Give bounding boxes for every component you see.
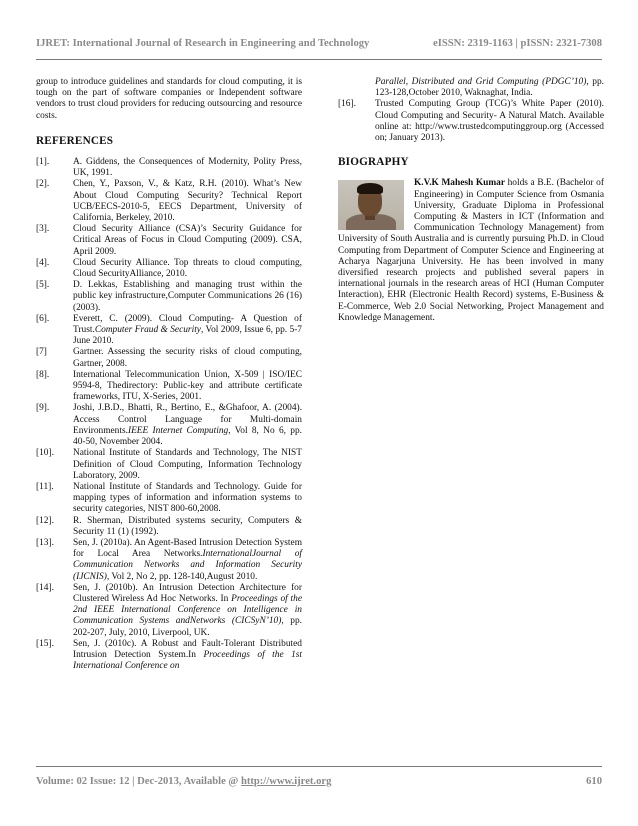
reference-text: National Institute of Standards and Technology, The NIST Definition of Cloud Computing, Information Technology Laboratory, 2009.	[73, 448, 302, 481]
page-number: 610	[586, 776, 602, 787]
reference-number: [5].	[36, 280, 50, 291]
reference-text: R. Sherman, Distributed systems security, Computers & Security 11 (1) (1992).	[73, 515, 302, 537]
biography-body: holds a B.E. (Bachelor of Engineering) in Computer Science from Osmania University, Graduate Diploma in Professional Computing & Masters in ICT (Information and Communication Technology Management) from University of South Australia and is currently pursuing Ph.D. in Cloud Computing from Department of Computer Science and Engineering at Acharya Nagarjuna University. He has been involved in many diversified research projects and published several papers in international journals in the research areas of HCI (Human Computer Interaction), EHR (Electronic Health Record) systems, E-Business & E-Commerce, Web 2.0 Social Networking, Project Management and Knowledge Management.	[338, 178, 604, 323]
reference-text: Chen, Y., Paxson, V., & Katz, R.H. (2010). What’s New About Cloud Computing Security? Technical Report UCB/EECS-2010-5, EECS Department, University of California, Berkeley, 2010.	[73, 179, 302, 224]
reference-number: [13].	[36, 537, 54, 548]
reference-continued-tail: , pp. 123-128,October 2010, Waknaghat, India.	[375, 77, 605, 99]
references-heading: REFERENCES	[36, 134, 114, 147]
reference-number: [11].	[36, 481, 54, 492]
reference-item	[36, 280, 302, 314]
reference-list	[36, 157, 302, 672]
reference-number: [2].	[36, 179, 50, 190]
reference-number: [4].	[36, 257, 50, 268]
reference-text: Sen, J. (2010c). A Robust and Fault-Tolerant Distributed Intrusion Detection System.In Proceedings of the 1st International Conference on	[73, 638, 303, 672]
reference-number: [15].	[36, 638, 54, 649]
issn-label: eISSN: 2319-1163 | pISSN: 2321-7308	[433, 38, 602, 49]
intro-paragraph: group to introduce guidelines and standards for cloud computing, it is tough on the part of software companies or Independent software vendors to trust cloud providers for reducing outsourcing and resource costs.	[36, 77, 302, 121]
reference-number: [10].	[36, 448, 54, 459]
reference-number: [8].	[36, 369, 50, 380]
biography-section	[338, 178, 604, 324]
reference-text: Joshi, J.B.D., Bhatti, R., Bertino, E., &Ghafoor, A. (2004). Access Control Language for Multi-domain Environments.IEEE Internet Computing, Vol 8, No 6, pp. 40-50, November 2004.	[73, 403, 303, 448]
reference-text: D. Lekkas, Establishing and managing trust within the public key infrastructure,Computer Communications 26 (16) (2003).	[73, 280, 302, 313]
reference-text: Cloud Security Alliance. Top threats to cloud computing, Cloud SecurityAlliance, 2010.	[73, 257, 302, 280]
reference-item	[36, 179, 302, 224]
reference-number: [1].	[36, 157, 50, 168]
reference-number: [3].	[36, 224, 50, 235]
reference-item	[36, 314, 302, 348]
reference-text: Cloud Security Alliance (CSA)’s Security Guidance for Critical Areas of Focus in Cloud Computing (2009). CSA, April 2009.	[73, 224, 302, 257]
header-rule	[36, 59, 602, 60]
reference-item	[36, 258, 302, 280]
reference-text: National Institute of Standards and Technology. Guide for mapping types of information and information systems to security categories, NIST 800-60,2008.	[73, 481, 302, 515]
reference-number: [6].	[36, 313, 50, 324]
reference-continued-italic: Parallel, Distributed and Grid Computing (PDGC’10)	[375, 77, 587, 87]
reference-item	[36, 347, 302, 369]
reference-text: A. Giddens, the Consequences of Modernity, Polity Press, UK, 1991.	[73, 157, 302, 179]
reference-text: International Telecommunication Union, X-509 | ISO/IEC 9594-8, Thedirectory: Public-key and attribute certificate frameworks, ITU, X-Series, 2001.	[73, 369, 302, 403]
reference-number: [16].	[338, 99, 356, 110]
reference-number: [9].	[36, 403, 50, 414]
reference-item	[36, 224, 302, 258]
reference-item	[36, 448, 302, 482]
reference-text: Everett, C. (2009). Cloud Computing- A Question of Trust.Computer Fraud & Security, Vol 2009, Issue 6, pp. 5-7 June 2010.	[73, 313, 302, 347]
journal-title: IJRET: International Journal of Research in Engineering and Technology	[36, 38, 370, 49]
reference-number: [14].	[36, 582, 54, 593]
author-photo	[338, 180, 404, 230]
reference-item	[36, 583, 302, 639]
biography-heading: BIOGRAPHY	[338, 156, 409, 169]
reference-item	[36, 482, 302, 516]
reference-text: Gartner. Assessing the security risks of cloud computing, Gartner, 2008.	[73, 347, 302, 369]
journal-link[interactable]: http://www.ijret.org	[240, 776, 332, 787]
reference-text: Sen, J. (2010b). An Intrusion Detection Architecture for Clustered Wireless Ad Hoc Networks. In Proceedings of the 2nd IEEE International Conference on Intelligence in Communication Systems andNetworks (CICSyN’10), pp. 202-207, July, 2010, Liverpool, UK.	[73, 582, 303, 638]
reference-item-16	[338, 99, 604, 144]
reference-text: Trusted Computing Group (TCG)’s White Paper (2010). Cloud Computing and Security- A Natural Match. Available online at: http://www.trustedcomputinggroup.org (Accessed on; January 2013).	[375, 99, 604, 144]
reference-continued	[338, 77, 604, 99]
footer-rule	[36, 766, 602, 767]
footer-volume: Volume: 02 Issue: 12 | Dec-2013, Available @ http://www.ijret.org	[36, 776, 332, 787]
author-name: K.V.K Mahesh Kumar	[414, 178, 505, 189]
reference-text: Sen, J. (2010a). An Agent-Based Intrusion Detection System for Local Area Networks.InternationalJournal of Communication Networks and Information Security (IJCNIS), Vol 2, No 2, pp. 128-140,August 2010.	[73, 537, 303, 582]
reference-item	[36, 157, 302, 179]
reference-item	[36, 538, 302, 583]
reference-number: [7]	[36, 347, 47, 358]
reference-item	[36, 516, 302, 538]
reference-item	[36, 370, 302, 404]
reference-item	[36, 639, 302, 673]
reference-number: [12].	[36, 515, 54, 526]
right-column	[338, 77, 604, 324]
reference-item	[36, 403, 302, 448]
left-column	[36, 77, 302, 672]
